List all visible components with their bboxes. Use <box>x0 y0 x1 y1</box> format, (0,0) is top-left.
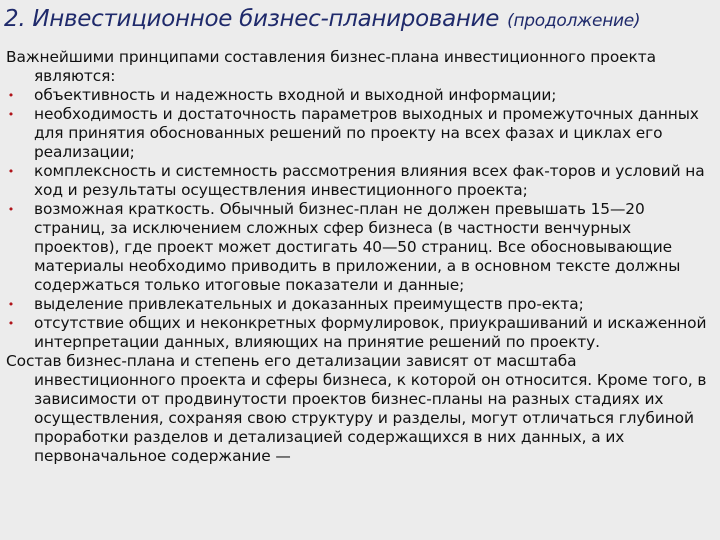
bullet-text: возможная краткость. Обычный бизнес-план не должен превышать 15—20 страниц, за исключением сложных сфер бизнеса (в частности венчурных проектов), где проект может достигать 40—50 страниц. Все обосновывающие материалы необходимо приводить в приложении, а в основном тексте должны содержаться только итоговые показатели и данные; <box>34 200 681 294</box>
bullet-text: комплексность и системность рассмотрения влияния всех фак-торов и условий на ход и результаты осуществления инвестиционного проекта; <box>34 162 705 199</box>
bullet-text: объективность и надежность входной и выходной информации; <box>34 86 557 104</box>
bullet-icon: • <box>7 317 15 330</box>
bullet-item <box>6 295 710 314</box>
bullet-item <box>6 314 710 352</box>
bullet-icon: • <box>7 89 15 102</box>
slide-title-subtitle: (продолжение) <box>507 11 641 31</box>
slide-title <box>4 6 720 32</box>
slide-body <box>6 48 710 466</box>
bullet-text: выделение привлекательных и доказанных преимуществ про-екта; <box>34 295 584 313</box>
bullet-text: необходимость и достаточность параметров выходных и промежуточных данных для принятия обоснованных решений по проекту на всех фазах и циклах его реализации; <box>34 105 699 161</box>
bullet-text: отсутствие общих и неконкретных формулировок, приукрашиваний и искаженной интерпретации данных, влияющих на принятие решений по проекту. <box>34 314 707 351</box>
bullet-item <box>6 162 710 200</box>
intro-paragraph: Важнейшими принципами составления бизнес-плана инвестиционного проекта являются: <box>6 48 656 85</box>
bullet-item <box>6 86 710 105</box>
bullet-item <box>6 105 710 162</box>
bullet-icon: • <box>7 165 15 178</box>
bullet-icon: • <box>7 298 15 311</box>
slide-title-main: 2. Инвестиционное бизнес-планирование <box>4 6 500 32</box>
closing-paragraph: Состав бизнес-плана и степень его детализации зависят от масштаба инвестиционного проекта и сферы бизнеса, к которой он относится. Кроме того, в зависимости от продвинутости проектов бизнес-планы на разных стадиях их осуществления, сохраняя свою структуру и разделы, могут отличаться глубиной проработки разделов и детализацией содержащихся в них данных, а их первоначальное содержание — <box>6 352 707 465</box>
bullet-icon: • <box>7 108 15 121</box>
bullet-icon: • <box>7 203 15 216</box>
bullet-item <box>6 200 710 295</box>
